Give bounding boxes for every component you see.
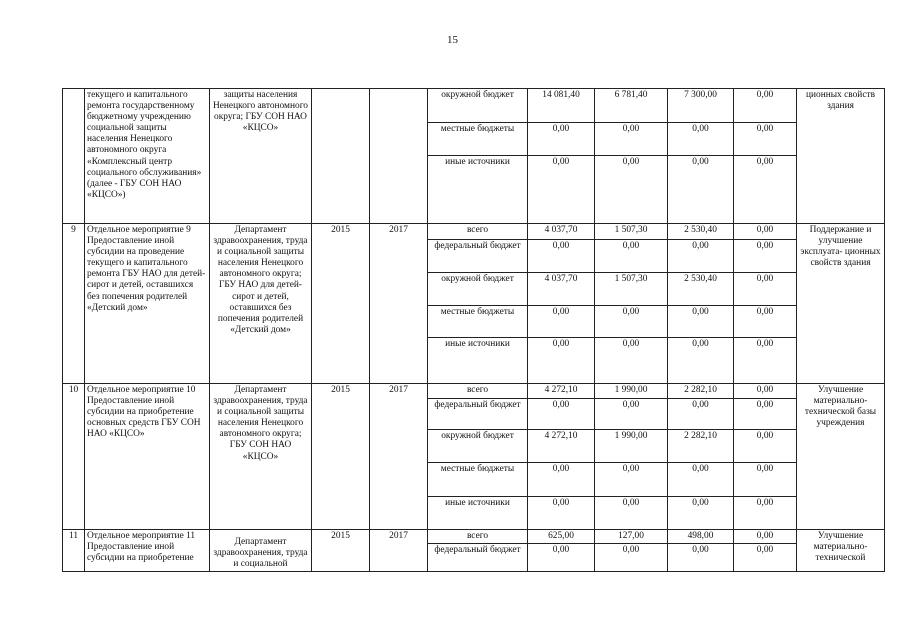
amount-2017-cell: 0,00 — [734, 224, 797, 240]
amount-2017-cell: 0,00 — [734, 544, 797, 572]
amount-2015-cell: 1 990,00 — [595, 384, 668, 399]
start-year-cell — [312, 89, 370, 224]
amount-2016-cell: 0,00 — [668, 156, 734, 224]
amount-2015-cell: 6 781,40 — [595, 89, 668, 123]
amount-2017-cell: 0,00 — [734, 89, 797, 123]
responsible-cell: Департамент здравоохранения, труда и социальной защиты населения Ненецкого автономного округа; ГБУ СОН НАО «КЦСО» — [210, 384, 312, 530]
amount-2017-cell: 0,00 — [734, 273, 797, 306]
amount-total-cell: 0,00 — [528, 240, 595, 273]
amount-2015-cell: 0,00 — [595, 306, 668, 338]
activity-name-cell: текущего и капитального ремонта государственному бюджетному учреждению социальной защиты населения Ненецкого автономного округа «Комплексный центр социального обслуживания» (далее - ГБУ СОН НАО «КЦСО») — [85, 89, 210, 224]
amount-2015-cell: 1 990,00 — [595, 430, 668, 463]
amount-2017-cell: 0,00 — [734, 497, 797, 530]
amount-2017-cell: 0,00 — [734, 530, 797, 544]
expected-result-cell: ционных свойств здания — [797, 89, 885, 224]
expected-result-cell: Улучшение материально- технической базы учреждения — [797, 384, 885, 530]
activity-name-cell: Отдельное мероприятие 11 Предоставление иной субсидии на приобретение — [85, 530, 210, 572]
activity-name-cell: Отдельное мероприятие 9 Предоставление иной субсидии на проведение текущего и капитального ремонта ГБУ НАО для детей-сирот и детей, оставшихся без попечения родителей «Детский дом» — [85, 224, 210, 384]
responsible-cell: защиты населения Ненецкого автономного округа; ГБУ СОН НАО «КЦСО» — [210, 89, 312, 224]
funding-source-cell: местные бюджеты — [428, 123, 528, 156]
amount-2016-cell: 2 530,40 — [668, 273, 734, 306]
funding-source-cell: всего — [428, 384, 528, 399]
amount-total-cell: 0,00 — [528, 544, 595, 572]
funding-source-cell: федеральный бюджет — [428, 544, 528, 572]
funding-source-cell: федеральный бюджет — [428, 240, 528, 273]
funding-source-cell: окружной бюджет — [428, 273, 528, 306]
amount-2017-cell: 0,00 — [734, 430, 797, 463]
start-year-cell: 2015 — [312, 224, 370, 384]
amount-2015-cell: 0,00 — [595, 463, 668, 497]
table-row — [63, 384, 885, 399]
funding-source-cell: всего — [428, 530, 528, 544]
amount-2017-cell: 0,00 — [734, 384, 797, 399]
start-year-cell: 2015 — [312, 530, 370, 572]
funding-source-cell: окружной бюджет — [428, 430, 528, 463]
amount-total-cell: 4 272,10 — [528, 384, 595, 399]
amount-total-cell: 0,00 — [528, 306, 595, 338]
amount-2015-cell: 0,00 — [595, 240, 668, 273]
amount-total-cell: 4 037,70 — [528, 224, 595, 240]
program-activities-table — [62, 88, 885, 572]
amount-2017-cell: 0,00 — [734, 306, 797, 338]
start-year-cell: 2015 — [312, 384, 370, 530]
responsible-cell: Департамент здравоохранения, труда и социальной защиты населения Ненецкого автономного округа; ГБУ НАО для детей-сирот и детей, оставшихся без попечения родителей «Детский дом» — [210, 224, 312, 384]
funding-source-cell: иные источники — [428, 156, 528, 224]
amount-2016-cell: 498,00 — [668, 530, 734, 544]
amount-total-cell: 14 081,40 — [528, 89, 595, 123]
funding-source-cell: иные источники — [428, 497, 528, 530]
amount-2017-cell: 0,00 — [734, 463, 797, 497]
amount-2015-cell: 1 507,30 — [595, 273, 668, 306]
amount-2016-cell: 2 282,10 — [668, 384, 734, 399]
amount-total-cell: 4 037,70 — [528, 273, 595, 306]
amount-2016-cell: 2 282,10 — [668, 430, 734, 463]
funding-source-cell: федеральный бюджет — [428, 399, 528, 430]
page-number: 15 — [447, 34, 458, 46]
amount-2015-cell: 0,00 — [595, 156, 668, 224]
expected-result-cell: Поддержание и улучшение эксплуата- ционных свойств здания — [797, 224, 885, 384]
amount-2015-cell: 0,00 — [595, 123, 668, 156]
amount-2017-cell: 0,00 — [734, 338, 797, 384]
activity-number-cell — [63, 89, 85, 224]
activity-number-cell: 9 — [63, 224, 85, 384]
amount-2015-cell: 0,00 — [595, 544, 668, 572]
table-row — [63, 224, 885, 240]
table-row — [63, 530, 885, 544]
amount-2017-cell: 0,00 — [734, 240, 797, 273]
funding-source-cell: всего — [428, 224, 528, 240]
end-year-cell — [370, 89, 428, 224]
amount-2015-cell: 127,00 — [595, 530, 668, 544]
amount-total-cell: 625,00 — [528, 530, 595, 544]
activity-number-cell: 11 — [63, 530, 85, 572]
amount-2016-cell: 0,00 — [668, 306, 734, 338]
end-year-cell: 2017 — [370, 530, 428, 572]
amount-total-cell: 0,00 — [528, 497, 595, 530]
amount-total-cell: 0,00 — [528, 399, 595, 430]
activity-number-cell: 10 — [63, 384, 85, 530]
amount-2015-cell: 0,00 — [595, 497, 668, 530]
amount-2016-cell: 7 300,00 — [668, 89, 734, 123]
responsible-cell: Департамент здравоохранения, труда и социальной — [210, 530, 312, 572]
funding-source-cell: местные бюджеты — [428, 306, 528, 338]
amount-2016-cell: 2 530,40 — [668, 224, 734, 240]
amount-total-cell: 0,00 — [528, 156, 595, 224]
amount-total-cell: 4 272,10 — [528, 430, 595, 463]
funding-source-cell: местные бюджеты — [428, 463, 528, 497]
amount-2015-cell: 1 507,30 — [595, 224, 668, 240]
amount-2016-cell: 0,00 — [668, 463, 734, 497]
amount-2015-cell: 0,00 — [595, 399, 668, 430]
table-row — [63, 89, 885, 123]
expected-result-cell: Улучшение материально- технической — [797, 530, 885, 572]
end-year-cell: 2017 — [370, 384, 428, 530]
amount-total-cell: 0,00 — [528, 338, 595, 384]
amount-2016-cell: 0,00 — [668, 240, 734, 273]
amount-2015-cell: 0,00 — [595, 338, 668, 384]
amount-2016-cell: 0,00 — [668, 497, 734, 530]
funding-source-cell: окружной бюджет — [428, 89, 528, 123]
amount-2017-cell: 0,00 — [734, 123, 797, 156]
amount-2017-cell: 0,00 — [734, 399, 797, 430]
amount-total-cell: 0,00 — [528, 463, 595, 497]
amount-2016-cell: 0,00 — [668, 338, 734, 384]
amount-2016-cell: 0,00 — [668, 544, 734, 572]
end-year-cell: 2017 — [370, 224, 428, 384]
amount-total-cell: 0,00 — [528, 123, 595, 156]
activity-name-cell: Отдельное мероприятие 10 Предоставление иной субсидии на приобретение основных средств ГБУ СОН НАО «КЦСО» — [85, 384, 210, 530]
amount-2017-cell: 0,00 — [734, 156, 797, 224]
funding-source-cell: иные источники — [428, 338, 528, 384]
amount-2016-cell: 0,00 — [668, 123, 734, 156]
amount-2016-cell: 0,00 — [668, 399, 734, 430]
